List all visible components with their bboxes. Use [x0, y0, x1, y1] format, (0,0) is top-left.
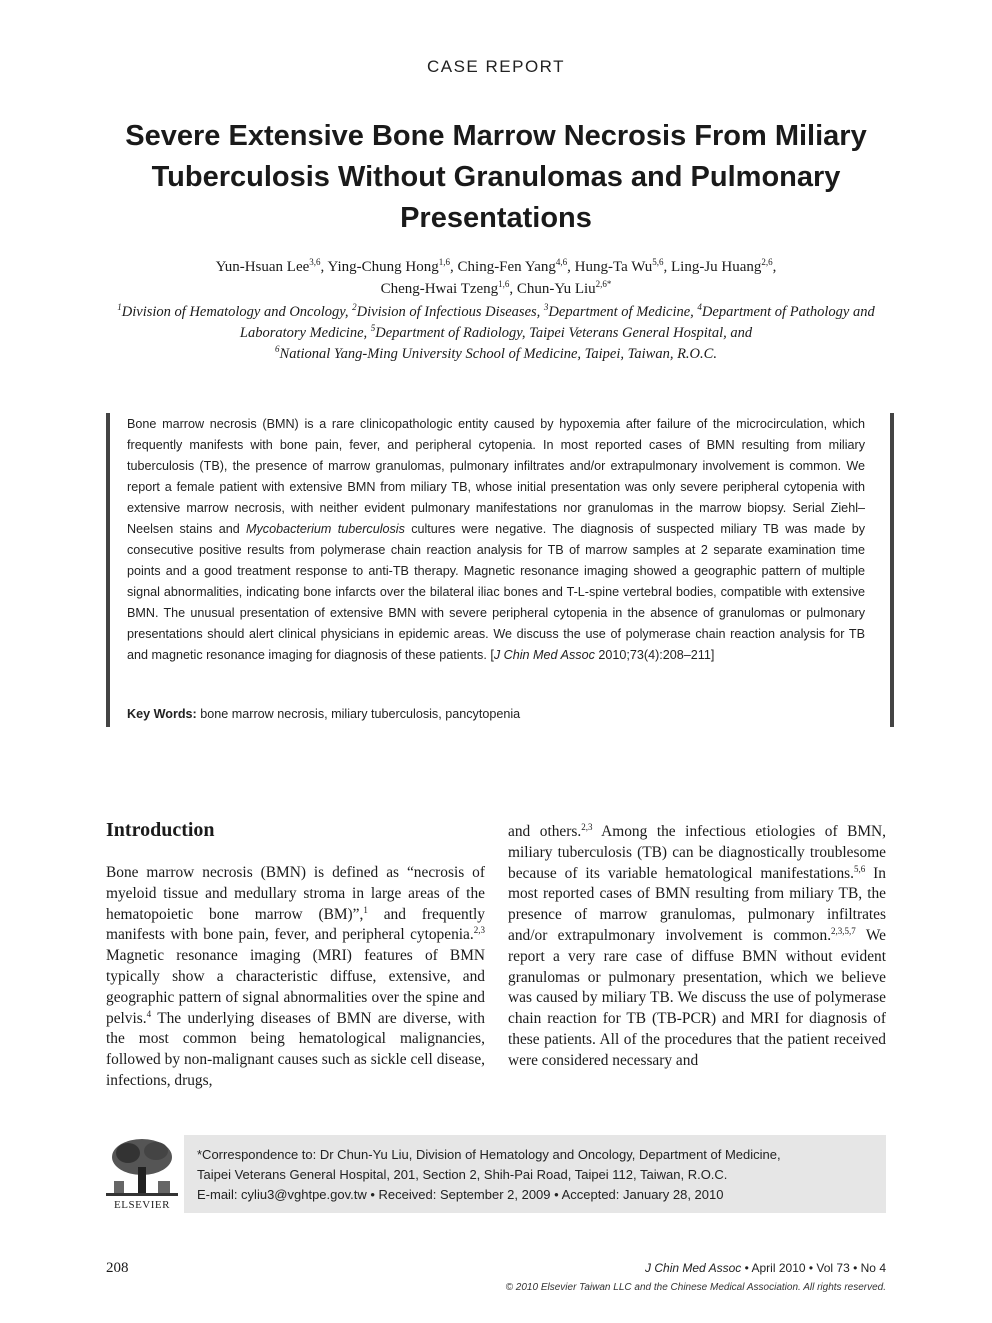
author: Ching-Fen Yang$^{4,6}$ — [457, 257, 568, 275]
author-list: Yun-Hsuan Lee$^{3,6}$, Ying-Chung Hong$^{1,6}$, Ching-Fen Yang$^{4,6}$, Hung-Ta Wu$^{5,6}$, Ling-Ju Huang$^{2,6}$, Cheng-Hwai Tzeng$^{1,6}$, Chun-Yu Liu$^{2,6*}$ — [215, 257, 777, 297]
section-heading-introduction: Introduction — [106, 819, 215, 841]
author: Ling-Ju Huang$^{2,6}$ — [671, 257, 773, 275]
abstract: Bone marrow necrosis (BMN) is a rare clinicopathologic entity caused by hypoxemia after failure of the microcirculation, which frequently manifests with bone pain, fever, and peripheral cytopenia. In most reported cases of BMN resulting from miliary tuberculosis (TB), the presence of marrow granulomas, pulmonary infiltrates and/or extrapulmonary involvement is common. We report a female patient with extensive BMN from miliary TB, whose initial presentation was only severe peripheral cytopenia with extensive marrow necrosis, with neither evident pulmonary manifestations nor granulomas in the marrow biopsy. Serial Ziehl–Neelsen stains and Mycobacterium tuberculosis cultures were negative. The diagnosis of suspected miliary TB was made by consecutive positive results from polymerase chain reaction analysis for TB of marrow samples at 2 separate examination time points and a good treatment response to anti-TB therapy. Magnetic resonance imaging showed a geographic pattern of multiple signal abnormalities, indicating bone infarcts over the bilateral iliac bones and T-L-spine vertebral bodies, compatible with extensive BMN. The unusual presentation of extensive BMN with severe peripheral cytopenia in the absence of granulomas or pulmonary presentations should alert clinical physicians in epidemic areas. We discuss the use of polymerase chain reaction analysis for TB and magnetic resonance imaging for diagnosis of these patients. [J Chin Med Assoc 2010;73(4):208–211] — [127, 417, 865, 662]
publisher-logo-text: ELSEVIER — [114, 1199, 170, 1211]
page-number: 208 — [106, 1260, 129, 1276]
author: Hung-Ta Wu$^{5,6}$ — [574, 257, 664, 275]
affiliations: $^1$Division of Hematology and Oncology, $^2$Division of Infectious Diseases, $^3$Department of Medicine, $^4$Department of Pathology and Laboratory Medicine, $^5$Department of Radiology, Taipei Veterans General Hospital, and $^6$National Yang-Ming University School of Medicine, Taipei, Taiwan, R.O.C. — [117, 302, 875, 362]
copyright: © 2010 Elsevier Taiwan LLC and the Chinese Medical Association. All rights reserved. — [505, 1282, 886, 1293]
keywords-label: Key Words: — [127, 707, 197, 721]
journal-citation: J Chin Med Assoc • April 2010 • Vol 73 • No 4 — [645, 1261, 886, 1275]
body-column-right: and others.$^{2,3}$ Among the infectious etiologies of BMN, miliary tuberculosis (TB) can be diagnostically troublesome because of its variable hematological manifestations.$^{5,6}$ In most reported cases of BMN resulting from miliary TB, the presence of marrow granulomas, pulmonary infiltrates and/or extrapulmonary involvement is common.$^{2,3,5,7}$ We report a very rare case of diffuse BMN without evident granulomas or pulmonary presentation, which we believe was caused by miliary TB. We discuss the use of polymerase chain reaction for TB (TB-PCR) and MRI for diagnosis of these patients. All of the procedures that the patient received were considered necessary and — [508, 821, 887, 1069]
article-title: Severe Extensive Bone Marrow Necrosis From Miliary Tuberculosis Without Granulomas and Pulmonary Presentations — [125, 120, 867, 234]
body-column-left: Bone marrow necrosis (BMN) is defined as “necrosis of myeloid tissue and medullary stroma in large areas of the hematopoietic bone marrow (BM)”,$^1$ and frequently manifests with bone pain, fever, and peripheral cytopenia.$^{2,3}$ Magnetic resonance imaging (MRI) features of BMN typically show a characteristic diffuse, extensive, and geographic pattern of signal abnormalities over the spine and pelvis.$^4$ The underlying diseases of BMN are diverse, with the most common being hematological malignancies, followed by non-malignant causes such as sickle cell disease, infections, drugs, — [106, 864, 485, 1089]
author: Ying-Chung Hong$^{1,6}$ — [327, 257, 451, 275]
author: Chun-Yu Liu$^{2,6*}$ — [516, 279, 612, 297]
keywords: Key Words: bone marrow necrosis, miliary tuberculosis, pancytopenia — [127, 707, 521, 721]
correspondence: *Correspondence to: Dr Chun-Yu Liu, Division of Hematology and Oncology, Department of Medicine, Taipei Veterans General Hospital, 201, Section 2, Shih-Pai Road, Taipei 112, Taiwan, R.O.C. E-mail: cyliu3@vghtpe.gov.tw • Received: September 2, 2009 • Accepted: January 28, 2010 — [197, 1147, 781, 1202]
section-label: CASE REPORT — [426, 57, 566, 76]
author: Cheng-Hwai Tzeng$^{1,6}$ — [380, 279, 510, 297]
author: Yun-Hsuan Lee$^{3,6}$ — [215, 257, 321, 275]
